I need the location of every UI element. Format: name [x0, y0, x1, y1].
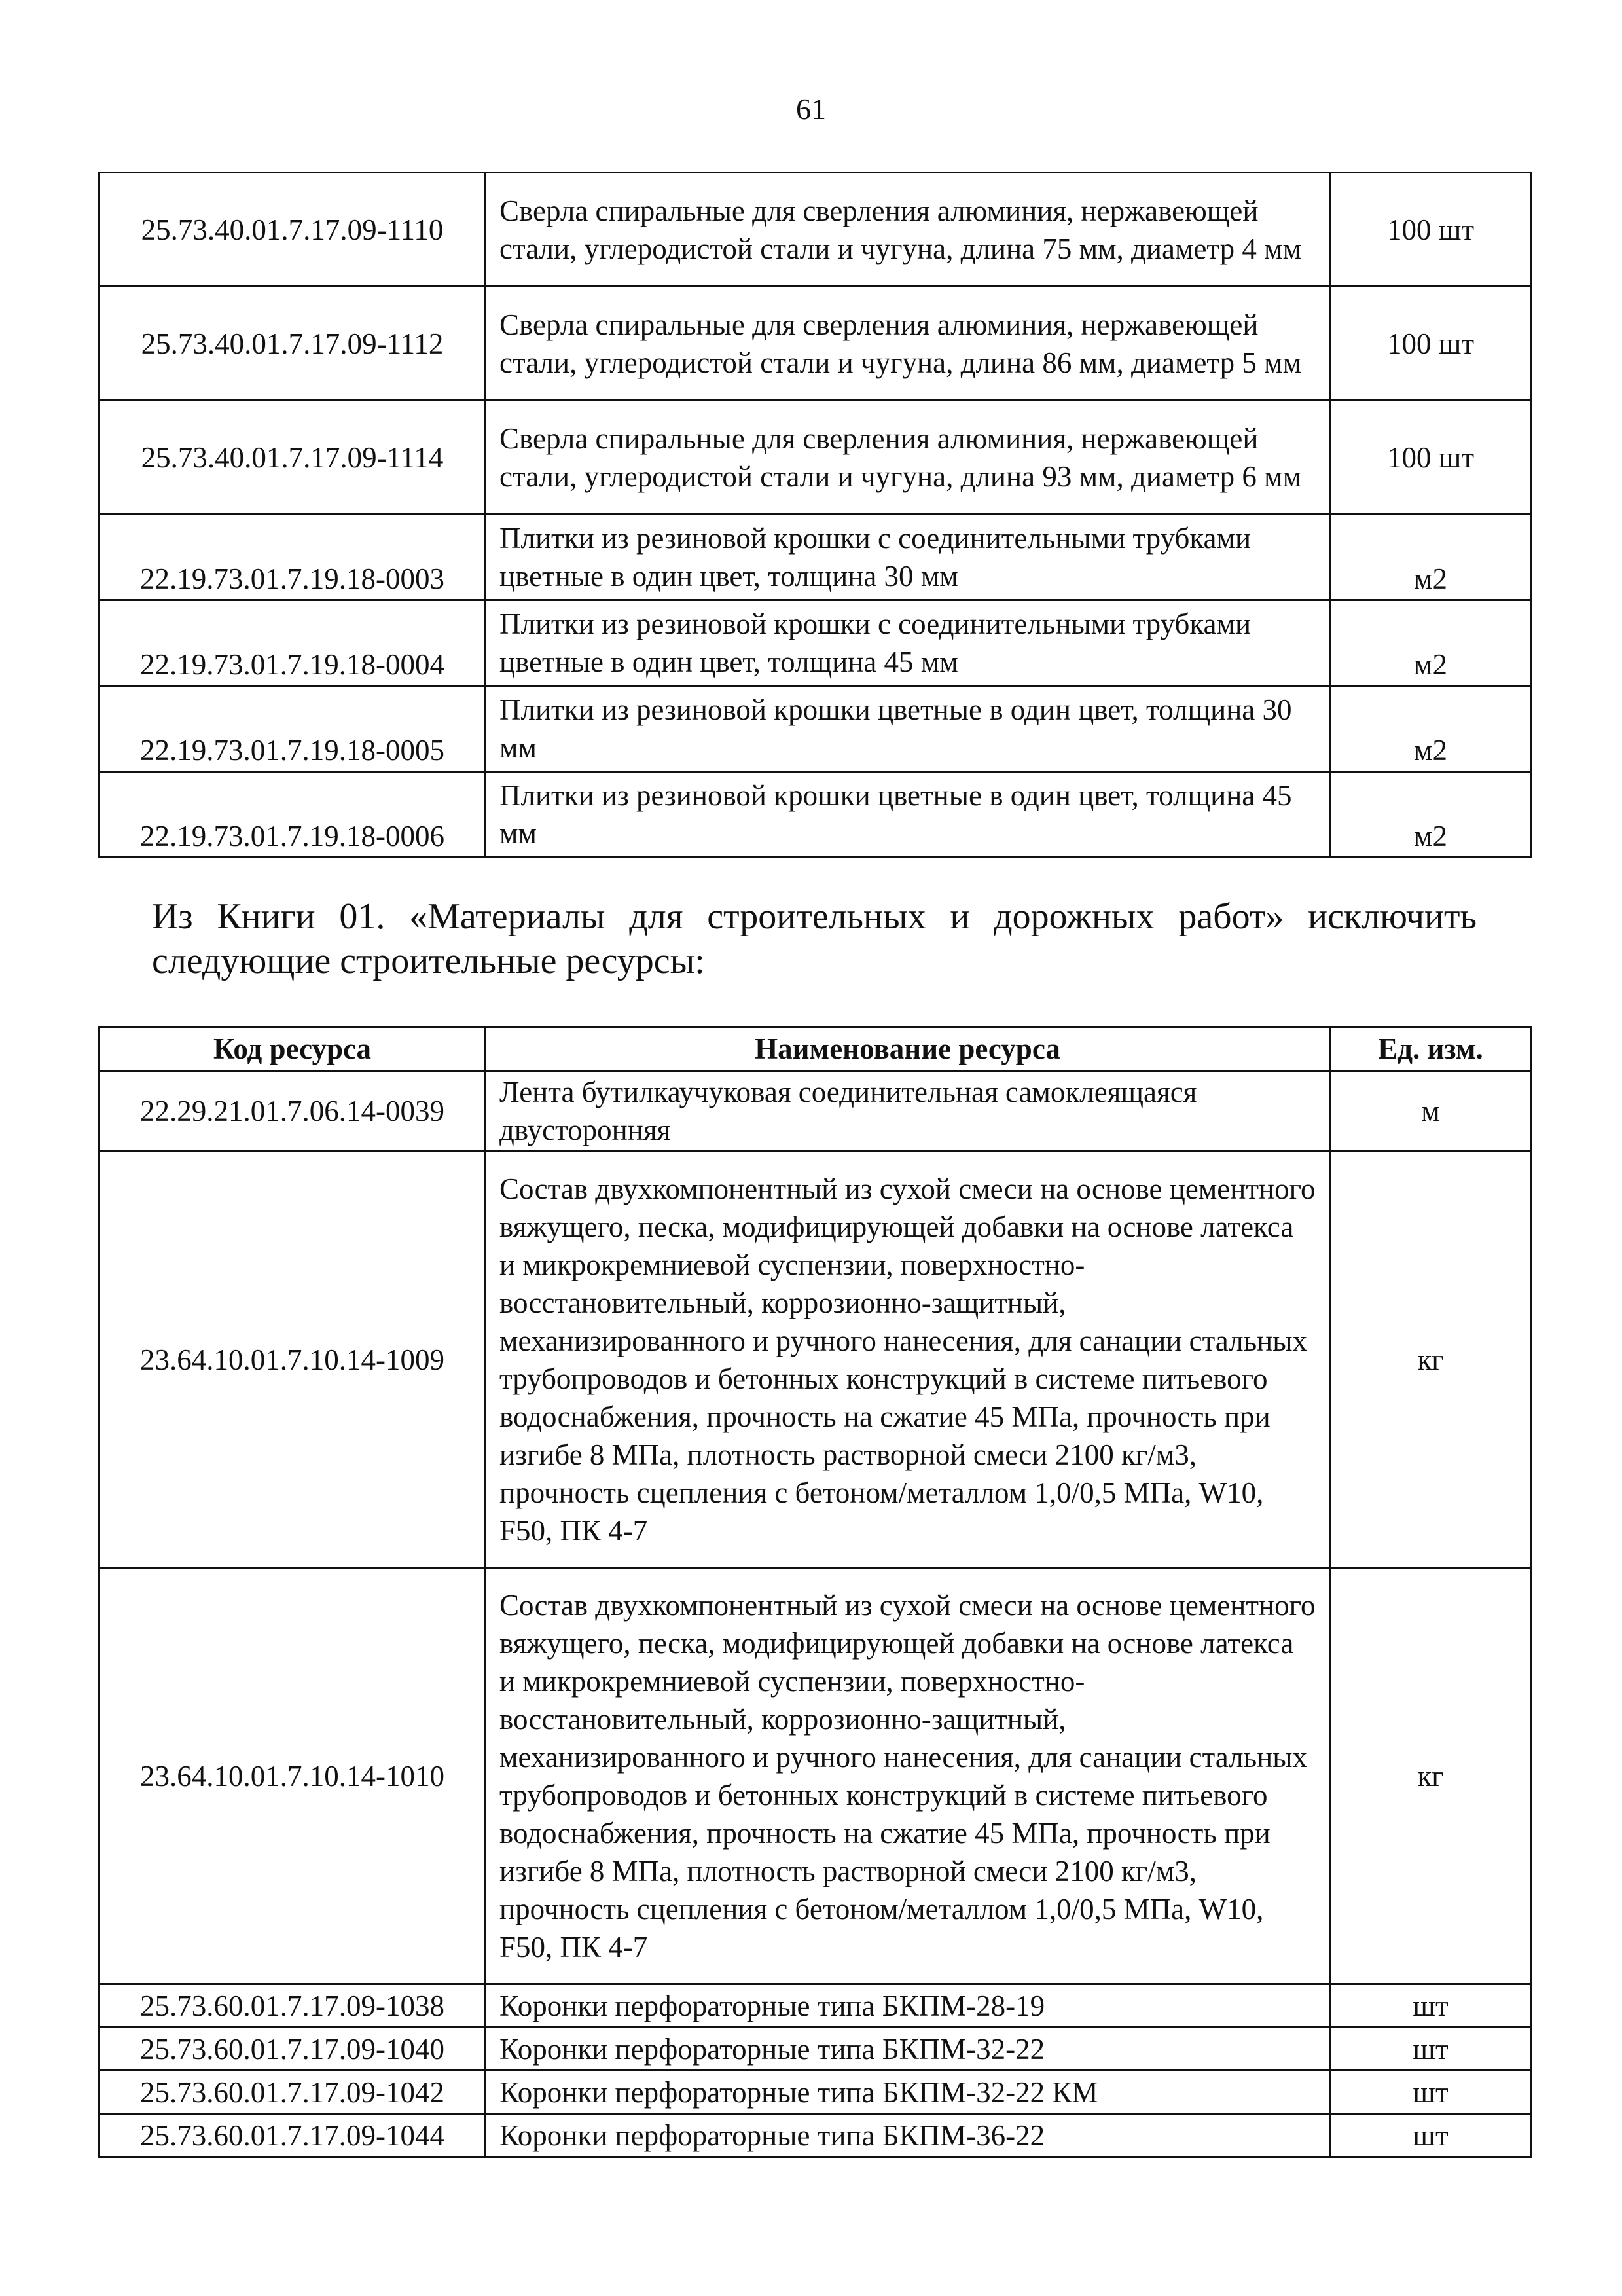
- resource-code: 22.19.73.01.7.19.18-0006: [99, 772, 486, 858]
- resource-code: 22.19.73.01.7.19.18-0004: [99, 600, 486, 686]
- resource-unit: шт: [1330, 2071, 1532, 2114]
- resource-name: Лента бутилкаучуковая соединительная самоклеящаяся двусторонняя: [486, 1071, 1330, 1152]
- table-row: [99, 2071, 1532, 2114]
- resource-code: 25.73.60.01.7.17.09-1040: [99, 2028, 486, 2071]
- resource-code: 22.19.73.01.7.19.18-0005: [99, 686, 486, 772]
- resource-unit: м2: [1330, 772, 1532, 858]
- table-row: [99, 772, 1532, 858]
- table-row: [99, 1071, 1532, 1152]
- resource-unit: м2: [1330, 515, 1532, 600]
- resource-name: Состав двухкомпонентный из сухой смеси на основе цементного вяжущего, песка, модифицирующей добавки на основе латекса и микрокремниевой суспензии, поверхностно-восстановительный, коррозионно-защитный, механизированного и ручного нанесения, для санации стальных трубопроводов и бетонных конструкций в системе питьевого водоснабжения, прочность на сжатие 45 МПа, прочность при изгибе 8 МПа, плотность растворной смеси 2100 кг/м3, прочность сцепления с бетоном/металлом 1,0/0,5 МПа, W10, F50, ПК 4-7: [486, 1568, 1330, 1984]
- resource-unit: м2: [1330, 600, 1532, 686]
- resource-name: Плитки из резиновой крошки цветные в один цвет, толщина 30 мм: [486, 686, 1330, 772]
- header-unit: Ед. изм.: [1330, 1027, 1532, 1071]
- resource-code: 25.73.60.01.7.17.09-1042: [99, 2071, 486, 2114]
- resource-code: 22.29.21.01.7.06.14-0039: [99, 1071, 486, 1152]
- paragraph-line-2: следующие строительные ресурсы:: [152, 941, 705, 981]
- resource-code: 25.73.60.01.7.17.09-1044: [99, 2114, 486, 2157]
- table-row: [99, 1152, 1532, 1568]
- resource-code: 25.73.40.01.7.17.09-1110: [99, 173, 486, 287]
- resource-unit: м: [1330, 1071, 1532, 1152]
- excluded-resources-table: [98, 1026, 1532, 2158]
- resource-code: 25.73.40.01.7.17.09-1114: [99, 401, 486, 515]
- resource-unit: м2: [1330, 686, 1532, 772]
- resource-code: 22.19.73.01.7.19.18-0003: [99, 515, 486, 600]
- table-row: [99, 2028, 1532, 2071]
- page-number: 61: [796, 92, 826, 126]
- resource-unit: 100 шт: [1330, 287, 1532, 401]
- resource-unit: кг: [1330, 1152, 1532, 1568]
- resource-name: Коронки перфораторные типа БКПМ-32-22: [486, 2028, 1330, 2071]
- table-row: [99, 686, 1532, 772]
- table-row: [99, 401, 1532, 515]
- resource-code: 25.73.40.01.7.17.09-1112: [99, 287, 486, 401]
- table-row: [99, 2114, 1532, 2157]
- table-row: [99, 173, 1532, 287]
- resource-name: Коронки перфораторные типа БКПМ-28-19: [486, 1984, 1330, 2028]
- resource-code: 23.64.10.01.7.10.14-1009: [99, 1152, 486, 1568]
- paragraph-line-1: Из Книги 01. «Материалы для строительных и дорожных работ» исключить: [152, 896, 1477, 937]
- resource-name: Коронки перфораторные типа БКПМ-36-22: [486, 2114, 1330, 2157]
- resource-name: Коронки перфораторные типа БКПМ-32-22 КМ: [486, 2071, 1330, 2114]
- exclusion-paragraph: [152, 894, 1477, 983]
- table-header-row: [99, 1027, 1532, 1071]
- resource-unit: 100 шт: [1330, 401, 1532, 515]
- table-row: [99, 1568, 1532, 1984]
- table-row: [99, 1984, 1532, 2028]
- header-name: Наименование ресурса: [486, 1027, 1330, 1071]
- resource-unit: шт: [1330, 2114, 1532, 2157]
- table-row: [99, 600, 1532, 686]
- resource-name: Сверла спиральные для сверления алюминия, нержавеющей стали, углеродистой стали и чугуна, длина 86 мм, диаметр 5 мм: [486, 287, 1330, 401]
- table-row: [99, 287, 1532, 401]
- resource-name: Состав двухкомпонентный из сухой смеси на основе цементного вяжущего, песка, модифицирующей добавки на основе латекса и микрокремниевой суспензии, поверхностно-восстановительный, коррозионно-защитный, механизированного и ручного нанесения, для санации стальных трубопроводов и бетонных конструкций в системе питьевого водоснабжения, прочность на сжатие 45 МПа, прочность при изгибе 8 МПа, плотность растворной смеси 2100 кг/м3, прочность сцепления с бетоном/металлом 1,0/0,5 МПа, W10, F50, ПК 4-7: [486, 1152, 1330, 1568]
- table-row: [99, 515, 1532, 600]
- resource-name: Сверла спиральные для сверления алюминия, нержавеющей стали, углеродистой стали и чугуна, длина 93 мм, диаметр 6 мм: [486, 401, 1330, 515]
- header-code: Код ресурса: [99, 1027, 486, 1071]
- resource-name: Плитки из резиновой крошки с соединительными трубками цветные в один цвет, толщина 45 мм: [486, 600, 1330, 686]
- resource-unit: шт: [1330, 2028, 1532, 2071]
- resource-name: Сверла спиральные для сверления алюминия, нержавеющей стали, углеродистой стали и чугуна, длина 75 мм, диаметр 4 мм: [486, 173, 1330, 287]
- resource-table-continued: [98, 172, 1532, 858]
- resource-code: 23.64.10.01.7.10.14-1010: [99, 1568, 486, 1984]
- resource-unit: шт: [1330, 1984, 1532, 2028]
- resource-unit: 100 шт: [1330, 173, 1532, 287]
- resource-name: Плитки из резиновой крошки с соединительными трубками цветные в один цвет, толщина 30 мм: [486, 515, 1330, 600]
- resource-unit: кг: [1330, 1568, 1532, 1984]
- resource-code: 25.73.60.01.7.17.09-1038: [99, 1984, 486, 2028]
- resource-name: Плитки из резиновой крошки цветные в один цвет, толщина 45 мм: [486, 772, 1330, 858]
